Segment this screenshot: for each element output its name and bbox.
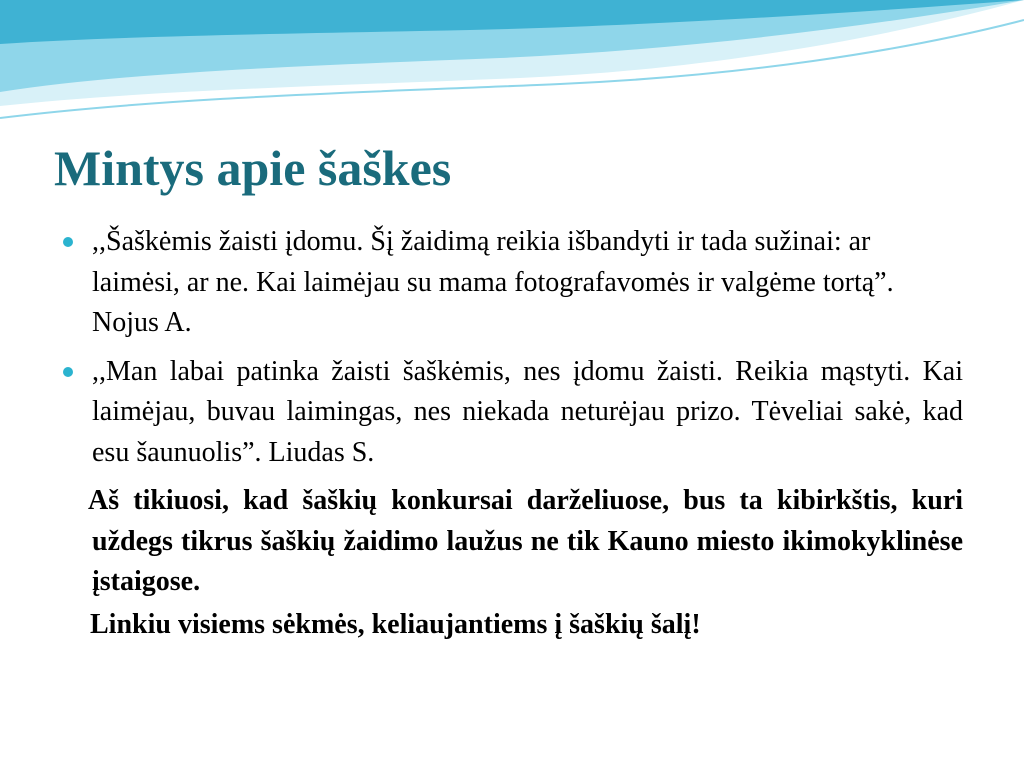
bullet-dot-icon [63, 237, 73, 247]
closing-paragraph: Aš tikiuosi, kad šaškių konkursai darželiuose, bus ta kibirkštis, kuri uždegs tikrus šaškių žaidimo laužus ne tik Kauno miesto ikimokyklinėse įstaigose. [88, 485, 963, 597]
quote-item-nojus [60, 222, 963, 344]
slide-content [60, 222, 963, 647]
quote-item-liudas [60, 352, 963, 474]
slide-title: Mintys apie šaškes [54, 140, 452, 196]
quote-text: ,,Man labai patinka žaisti šaškėmis, nes įdomu žaisti. Reikia mąstyti. Kai laimėjau, buvau laimingas, nes niekada neturėjau prizo. Tėveliai sakė, kad esu šaunuolis”. Liudas S. [92, 355, 963, 468]
wish-paragraph: Linkiu visiems sėkmės, keliaujantiems į šaškių šalį! [90, 608, 701, 640]
header-wave-decoration [0, 0, 1024, 130]
quote-text: ,,Šaškėmis žaisti įdomu. Šį žaidimą reikia išbandyti ir tada sužinai: ar laimėsi, ar ne. Kai laimėjau su mama fotografavomės ir valgėme tortą”. Nojus A. [92, 226, 894, 338]
bullet-dot-icon [63, 367, 73, 377]
